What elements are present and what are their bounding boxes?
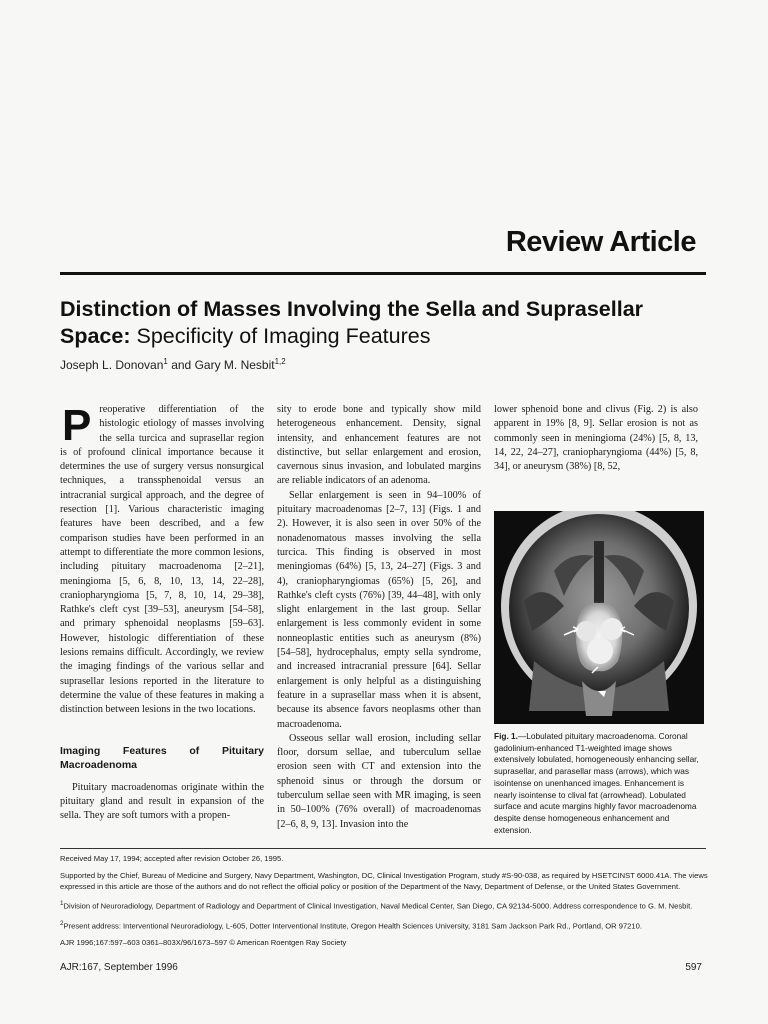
paragraph: Sellar enlargement is seen in 94–100% of pituitary macroadenomas [2–7, 13] (Figs. 1 and 2). However, it is also seen in over 50% of the nonadenomatous masses involving the sella turcica. This finding is observed in most meningiomas (64%) [5, 13, 24–27] (Figs. 3 and 4), craniopharyngiomas (65%) [5, 26], and Rathke's cleft cysts (76%) [39, 44–48], with only slight enlargement in the last group. Sellar enlargement is less commonly evident in some nonneoplastic entities such as aneurysm (8%) [54–58], hydrocephalus, empty sella syndrome, and increased intracranial pressure [64]. Sellar enlargement is only helpful as a distinguishing feature in a suprasellar mass when it is absent, because its absence favors neoplasms other than macroadenoma. [277, 489, 481, 730]
paragraph: Osseous sellar wall erosion, including sellar floor, dorsum sellae, and tuberculum sellae erosion seen with CT and extension into the sphenoid sinus or through the dorsum or tuberculum sellae seen with MR imaging, is seen in 50–100% (76% overall) of macroadenomas [2–6, 8, 9, 13]. Invasion into the [277, 732, 481, 830]
author-2: Gary M. Nesbit [194, 358, 275, 372]
affiliation-2 [60, 918, 710, 932]
title-sub: Specificity of Imaging Features [130, 324, 431, 348]
column-2 [277, 403, 481, 832]
caption-text: —Lobulated pituitary macroadenoma. Coronal gadolinium-enhanced T1-weighted image shows extensively lobulated, homogeneously enhancing sellar, suprasellar, and parasellar mass (arrows), which was isointense on unenhanced images. Enhancement is nearly isointense to clival fat (arrowhead). Lobulated surface and acute margins highly favor macroadenoma despite dense homogeneous enhancement and extension. [494, 731, 699, 835]
drop-cap: P [62, 401, 92, 450]
footnotes [60, 853, 710, 954]
paragraph: sity to erode bone and typically show mild heterogeneous enhancement. Density, signal intensity, and enhancement features are not distinctive, but sellar enlargement and erosion, cavernous sinus invasion, and lobulated margins are reliable indicators of an adenoma. [277, 404, 481, 487]
affiliation-1 [60, 898, 710, 912]
intro-paragraph [60, 403, 264, 718]
section-heading: Imaging Features of Pituitary Macroadenoma [60, 744, 264, 771]
author-1-affiliation: 1 [163, 357, 168, 366]
intro-text: reoperative differentiation of the histologic etiology of masses involving the sella turcica and suprasellar region is of profound clinical importance because it determines the use of surgery versus nonsurgical techniques, a transsphenoidal versus an intracranial surgical approach, and the degree of resection [1]. Various characteristic imaging features have been described, and a few comparison studies have been performed in an attempt to differentiate the more common lesions, including pituitary macroadenoma [2–21], meningioma [5, 6, 8, 10, 13, 14, 22–28], craniopharyngioma [5, 7, 8, 10, 14, 29–38], Rathke's cleft cyst [39–53], aneurysm [54–58], and primary sphenoidal neoplasms [59–63]. However, histologic differentiation of these lesions remains difficult. Accordingly, we review the imaging findings of the various sellar and suprasellar lesions reported in the literature to determine the value of these features in making a distinction between lesions in the two locations. [60, 404, 264, 716]
article-title [60, 296, 710, 350]
received-note: Received May 17, 1994; accepted after revision October 26, 1995. [60, 854, 284, 863]
footnote-2-mark: 2 [60, 919, 64, 927]
citation-line: AJR 1996;167:597–603 0361–803X/96/1673–597 © American Roentgen Ray Society [60, 938, 347, 948]
author-2-affiliation: 1,2 [274, 357, 286, 366]
page-number: 597 [685, 962, 702, 973]
section-label: Review Article [505, 226, 696, 258]
journal-footer: AJR:167, September 1996 [60, 962, 178, 973]
support-note: Supported by the Chief, Bureau of Medicine and Surgery, Navy Department, Washington, DC, Clinical Investigation Program, study #S-90-038, as required by HSETCINST 6000.41A. The views expressed in this article are those of the authors and do not reflect the official policy or position of the Department of the Navy, Department of Defense, or the United States Government. [60, 871, 708, 891]
paragraph: Pituitary macroadenomas originate within the pituitary gland and result in expansion of the sella. They are soft tumors with a propen- [60, 781, 264, 822]
column-3 [494, 403, 698, 474]
footnote-2-text: Present address: Interventional Neuroradiology, L-605, Dotter Interventional Institute, Oregon Health Sciences University, 3181 Sam Jackson Park Rd., Portland, OR 97210. [63, 921, 642, 931]
figure-1-mri-image [494, 511, 704, 724]
column-1 [60, 403, 264, 823]
header-rule [60, 272, 706, 275]
figure-1-caption [494, 731, 702, 836]
title-main: Distinction of Masses Involving the Sella and Suprasellar Space: [60, 297, 644, 348]
footnote-1-text: Division of Neuroradiology, Department of Radiology and Department of Clinical Investigation, Naval Medical Center, San Diego, CA 92134-5000. Address correspondence to G. M. Nesbit. [63, 901, 693, 911]
footnote-rule [60, 848, 706, 849]
mri-coronal-image [494, 511, 704, 724]
author-1: Joseph L. Donovan [60, 358, 164, 372]
author-connector: and [167, 358, 195, 372]
caption-label: Fig. 1. [494, 731, 518, 741]
footnote-1-mark: 1 [60, 900, 64, 907]
author-line [60, 357, 286, 372]
paragraph: lower sphenoid bone and clivus (Fig. 2) is also apparent in 19% [8, 9]. Sellar erosion is not as commonly seen in meningioma (24%) [5, 8, 13, 14, 22, 24–27], craniopharyngioma (44%) [5, 8, 34], or aneurysm (38%) [8, 52, [494, 404, 698, 473]
